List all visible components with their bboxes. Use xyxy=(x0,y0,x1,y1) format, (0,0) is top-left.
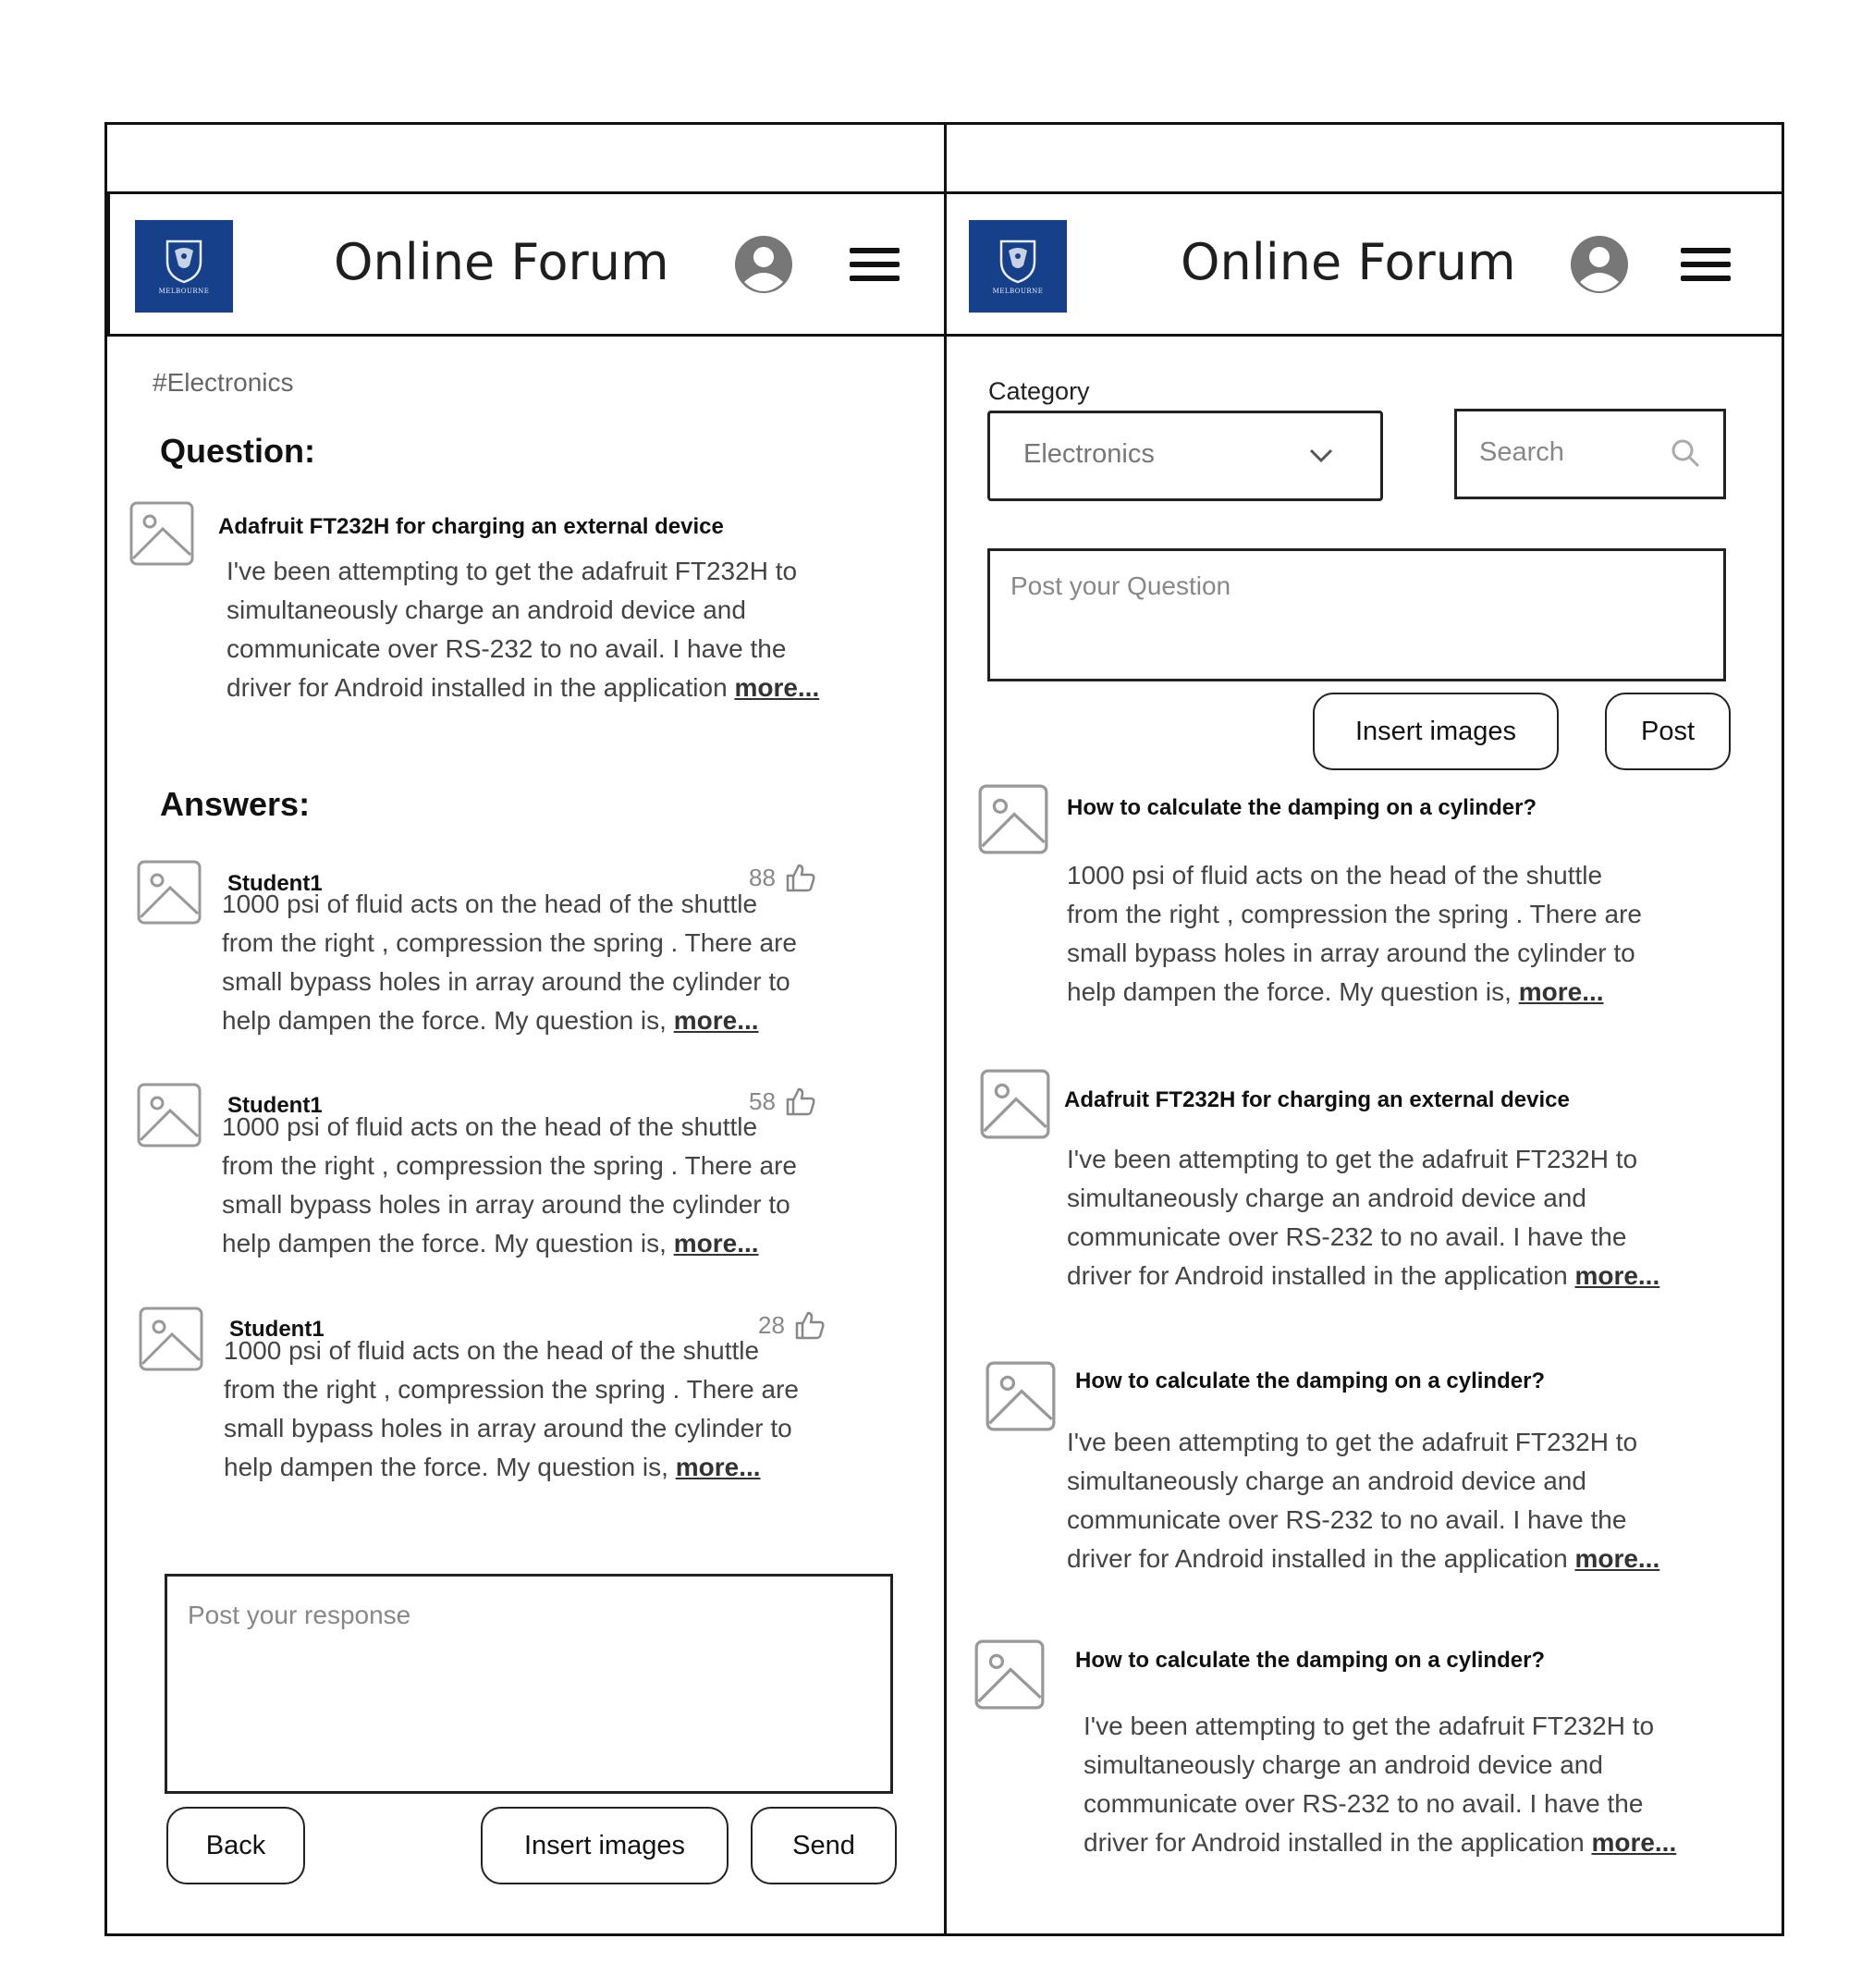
logo-text: MELBOURNE xyxy=(158,288,210,295)
back-button[interactable]: Back xyxy=(166,1807,305,1884)
image-placeholder-icon xyxy=(986,1361,1056,1431)
logo-text: MELBOURNE xyxy=(992,288,1044,295)
send-button[interactable]: Send xyxy=(751,1807,897,1884)
app-header xyxy=(107,191,944,337)
post-title[interactable]: How to calculate the damping on a cylinder? xyxy=(1075,1368,1546,1393)
hamburger-menu-icon[interactable] xyxy=(1679,242,1733,287)
post-title[interactable]: How to calculate the damping on a cylinder? xyxy=(1067,795,1537,820)
response-placeholder: Post your response xyxy=(188,1601,411,1629)
insert-images-button[interactable]: Insert images xyxy=(481,1807,729,1884)
post-button[interactable]: Post xyxy=(1605,693,1731,770)
answer-author[interactable]: Student1 xyxy=(227,871,323,896)
post-title[interactable]: How to calculate the damping on a cylinder? xyxy=(1075,1648,1546,1673)
question-textarea[interactable] xyxy=(987,548,1726,681)
question-placeholder: Post your Question xyxy=(1010,571,1231,600)
answer-body: 1000 psi of fluid acts on the head of the shuttle from the right , compression the spring . There are small bypass holes in array around the cylinder to help dampen the force. My question is, more... xyxy=(222,1112,797,1258)
question-detail-screen xyxy=(107,122,944,1936)
image-placeholder-icon xyxy=(978,784,1048,854)
more-link[interactable]: more... xyxy=(673,1229,759,1258)
post-title[interactable]: Adafruit FT232H for charging an external device xyxy=(1064,1087,1570,1112)
image-placeholder-icon xyxy=(974,1639,1045,1710)
avatar-placeholder-icon xyxy=(139,1307,203,1371)
like-count[interactable]: 28 xyxy=(758,1309,826,1341)
hamburger-menu-icon[interactable] xyxy=(848,242,901,287)
avatar-placeholder-icon xyxy=(137,860,202,925)
more-link[interactable]: more... xyxy=(673,1006,759,1035)
category-value: Electronics xyxy=(1023,439,1155,469)
forum-feed-screen xyxy=(947,122,1782,1936)
question-title[interactable]: Adafruit FT232H for charging an external device xyxy=(218,514,724,539)
like-count[interactable]: 58 xyxy=(749,1086,816,1117)
question-heading: Question: xyxy=(160,432,315,470)
crest-icon xyxy=(996,238,1040,284)
app-title: Online Forum xyxy=(334,233,669,291)
more-link[interactable]: more... xyxy=(1574,1261,1660,1290)
like-count[interactable]: 88 xyxy=(749,862,816,893)
question-body: I've been attempting to get the adafruit FT232H to simultaneously charge an android device and communicate over RS-232 to no avail. I have the driver for Android installed in the application more... xyxy=(227,557,820,702)
answers-heading: Answers: xyxy=(160,785,311,823)
more-link[interactable]: more... xyxy=(1591,1828,1677,1857)
answer-author[interactable]: Student1 xyxy=(229,1317,324,1342)
avatar-placeholder-icon xyxy=(137,1083,202,1147)
image-placeholder-icon xyxy=(129,501,194,566)
post-body: 1000 psi of fluid acts on the head of the shuttle from the right , compression the spring . There are small bypass holes in array around the cylinder to help dampen the force. My question is, more... xyxy=(1067,861,1642,1006)
answer-body: 1000 psi of fluid acts on the head of the shuttle from the right , compression the spring . There are small bypass holes in array around the cylinder to help dampen the force. My question is, more... xyxy=(222,890,797,1035)
more-link[interactable]: more... xyxy=(675,1453,761,1481)
university-logo[interactable] xyxy=(135,220,233,313)
insert-images-button[interactable]: Insert images xyxy=(1313,693,1559,770)
search-icon[interactable] xyxy=(1670,437,1701,469)
post-body: I've been attempting to get the adafruit FT232H to simultaneously charge an android device and communicate over RS-232 to no avail. I have the driver for Android installed in the application more... xyxy=(1067,1428,1660,1573)
answer-body: 1000 psi of fluid acts on the head of the shuttle from the right , compression the spring . There are small bypass holes in array around the cylinder to help dampen the force. My question is, more... xyxy=(224,1336,799,1481)
more-link[interactable]: more... xyxy=(1574,1544,1660,1573)
search-input[interactable] xyxy=(1454,409,1726,499)
more-link[interactable]: more... xyxy=(734,673,820,702)
category-select[interactable] xyxy=(987,411,1383,501)
chevron-down-icon xyxy=(1308,447,1334,465)
post-body: I've been attempting to get the adafruit FT232H to simultaneously charge an android device and communicate over RS-232 to no avail. I have the driver for Android installed in the application more... xyxy=(1067,1145,1660,1290)
university-logo[interactable] xyxy=(969,220,1067,313)
account-icon[interactable] xyxy=(733,234,794,295)
more-link[interactable]: more... xyxy=(1518,977,1604,1006)
search-placeholder: Search xyxy=(1479,437,1564,467)
account-icon[interactable] xyxy=(1569,234,1630,295)
post-body: I've been attempting to get the adafruit FT232H to simultaneously charge an android device and communicate over RS-232 to no avail. I have the driver for Android installed in the application more... xyxy=(1084,1712,1677,1857)
category-label: Category xyxy=(988,377,1090,405)
response-textarea[interactable] xyxy=(165,1574,893,1794)
answer-author[interactable]: Student1 xyxy=(227,1093,323,1118)
image-placeholder-icon xyxy=(980,1069,1050,1139)
app-header xyxy=(947,191,1782,337)
thumbs-up-icon[interactable] xyxy=(794,1309,826,1341)
category-tag[interactable]: #Electronics xyxy=(153,368,294,397)
crest-icon xyxy=(162,238,206,284)
app-title: Online Forum xyxy=(1181,233,1516,291)
